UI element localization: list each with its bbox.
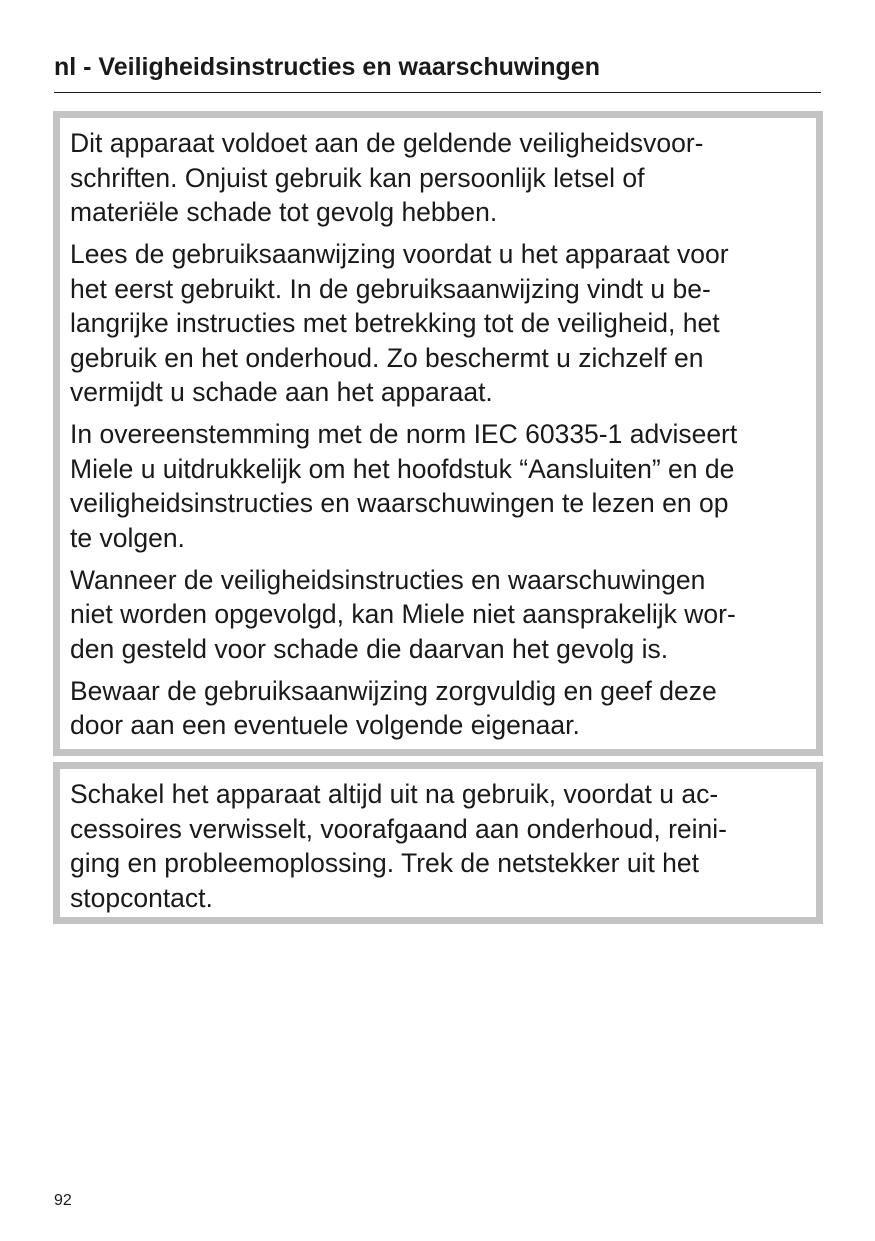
paragraph-keep-instructions bbox=[70, 674, 806, 743]
text-line: Miele u uitdrukkelijk om het hoofdstuk “Aansluiten” en de bbox=[70, 453, 735, 484]
safety-notice-box bbox=[53, 111, 823, 756]
text-line: veiligheidsinstructies en waarschuwingen te lezen en op bbox=[70, 488, 729, 518]
text-line: Dit apparaat voldoet aan de geldende veiligheidsvoor- bbox=[70, 128, 704, 158]
paragraph-liability bbox=[70, 563, 806, 667]
text-line: schriften. Onjuist gebruik kan persoonlijk letsel of bbox=[70, 162, 645, 193]
text-line: Schakel het apparaat altijd uit na gebruik, voordat u ac- bbox=[70, 779, 719, 809]
text-line: Bewaar de gebruiksaanwijzing zorgvuldig en geef deze bbox=[70, 675, 717, 706]
switch-off-notice-box bbox=[53, 762, 823, 924]
page-header bbox=[54, 50, 821, 93]
text-line: niet worden opgevolgd, kan Miele niet aansprakelijk wor- bbox=[70, 599, 736, 629]
text-line: In overeenstemming met de norm IEC 60335-1 adviseert bbox=[70, 419, 738, 449]
text-line: door aan een eventuele volgende eigenaar. bbox=[70, 710, 580, 740]
paragraph-safety-regulations bbox=[70, 126, 806, 230]
page-title: nl - Veiligheidsinstructies en waarschuwingen bbox=[54, 53, 600, 81]
text-line: stopcontact. bbox=[70, 882, 213, 913]
text-line: Wanneer de veiligheidsinstructies en waarschuwingen bbox=[70, 564, 706, 595]
paragraph-switch-off bbox=[70, 777, 806, 915]
paragraph-iec-norm bbox=[70, 417, 806, 555]
text-line: Lees de gebruiksaanwijzing voordat u het apparaat voor bbox=[70, 239, 729, 269]
page-number: 92 bbox=[54, 1192, 72, 1209]
text-line: materiële schade tot gevolg hebben. bbox=[70, 197, 498, 227]
text-line: langrijke instructies met betrekking tot de veiligheid, het bbox=[70, 308, 720, 338]
text-line: vermijdt u schade aan het apparaat. bbox=[70, 377, 493, 407]
text-line: ging en probleemoplossing. Trek de netstekker uit het bbox=[70, 848, 700, 878]
text-line: den gesteld voor schade die daarvan het gevolg is. bbox=[70, 633, 669, 664]
text-line: gebruik en het onderhoud. Zo beschermt u zichzelf en bbox=[70, 342, 704, 373]
text-line: cessoires verwisselt, voorafgaand aan onderhoud, reini- bbox=[70, 813, 727, 844]
paragraph-read-instructions bbox=[70, 237, 806, 410]
text-line: te volgen. bbox=[70, 522, 185, 553]
text-line: het eerst gebruikt. In de gebruiksaanwijzing vindt u be- bbox=[70, 273, 711, 304]
